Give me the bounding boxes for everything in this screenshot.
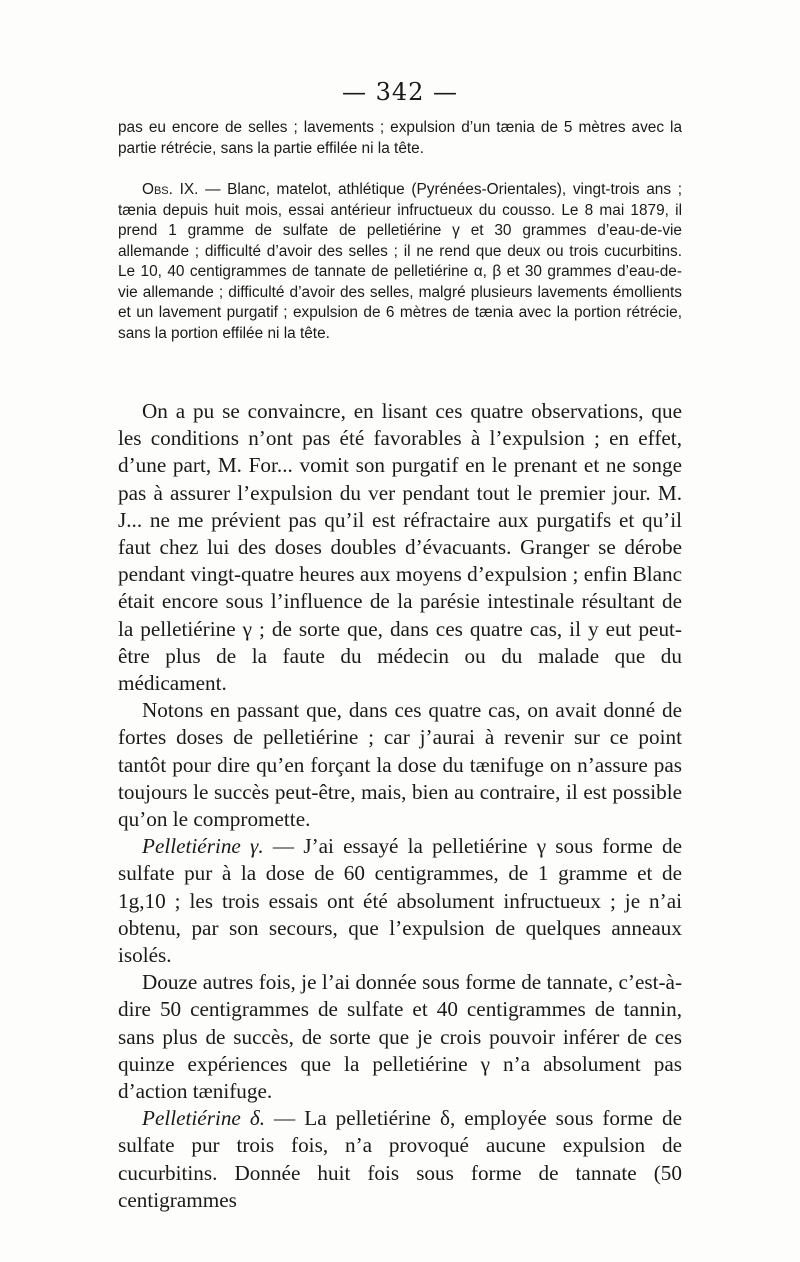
paragraph-conditions: On a pu se convaincre, en lisant ces quatre observations, que les conditions n’ont pas été favorables à l’expulsion ; en effet, d’une part, M. For... vomit son purgatif en le prenant et ne songe pas à assurer l’expulsion du ver pendant tout le premier jour. M. J... ne me prévient pas qu’il est réfractaire aux purgatifs et qu’il faut chez lui des doses doubles d’évacuants. Granger se dérobe pendant vingt-quatre heures aux moyens d’expulsion ; enfin Blanc était encore sous l’influence de la parésie intestinale résultant de la pelletiérine γ ; de sorte que, dans ces quatre cas, il y eut peut-être plus de la faute du médecin ou du malade que du médicament. xyxy=(118,399,682,696)
observation-continuation xyxy=(118,118,682,159)
section-title-delta: Pelletiérine δ. xyxy=(142,1106,266,1131)
main-text xyxy=(118,398,682,1214)
page-number: — 342 — xyxy=(341,78,459,106)
observation-ix xyxy=(118,180,682,344)
observation-text: — Blanc, matelot, athlétique (Pyrénées-Orientales), vingt-trois ans ; tænia depuis huit mois, essai antérieur infructueux du cousso. Le 8 mai 1879, il prend 1 gramme de sulfate de pelletiérine γ et 30 grammes d’eau-de-vie allemande ; difficulté d’avoir des selles ; il ne rend que deux ou trois cucurbitins. Le 10, 40 centigrammes de tannate de pelletiérine α, β et 30 grammes d’eau-de-vie allemande ; difficulté d’avoir des selles, malgré plusieurs lavements émollients et un lavement purgatif ; expulsion de 6 mètres de tænia avec la portion rétrécie, sans la portion effilée ni la tête. xyxy=(118,181,682,342)
paragraph-pelletierine-gamma xyxy=(118,833,682,969)
section-title-gamma: Pelletiérine γ. xyxy=(142,834,264,859)
observation-paragraph xyxy=(118,180,682,344)
paragraph-pelletierine-delta xyxy=(118,1105,682,1214)
section-text-delta: — La pelletiérine δ, employée sous forme de sulfate pur trois fois, n’a provoqué aucune expulsion de cucurbitins. Donnée huit fois sous forme de tannate (50 centigrammes xyxy=(118,1106,682,1212)
section-text-gamma: — J’ai essayé la pelletiérine γ sous forme de sulfate pur à la dose de 60 centigrammes, de 1 gramme et de 1g,10 ; les trois essais ont été absolument infructueux ; je n’ai obtenu, par son secours, que l’expulsion de quelques anneaux isolés. xyxy=(118,834,682,968)
continuation-text: pas eu encore de selles ; lavements ; expulsion d’un tænia de 5 mètres avec la partie rétrécie, sans la partie effilée ni la tête. xyxy=(118,119,682,157)
paragraph-douze-fois: Douze autres fois, je l’ai donnée sous forme de tannate, c’est-à-dire 50 centigrammes de sulfate et 40 centigrammes de tannin, sans plus de succès, de sorte que je crois pouvoir inférer de ces quinze expériences que la pelletiérine γ n’a absolument pas d’action tænifuge. xyxy=(118,970,682,1104)
observation-label: Obs. IX. xyxy=(142,181,199,198)
paragraph-fortes-doses: Notons en passant que, dans ces quatre cas, on avait donné de fortes doses de pelletiérine ; car j’aurai à revenir sur ce point tantôt pour dire qu’en forçant la dose du tænifuge on n’assure pas toujours le succès peut-être, mais, bien au contraire, il est possible qu’on le compromette. xyxy=(118,698,682,832)
